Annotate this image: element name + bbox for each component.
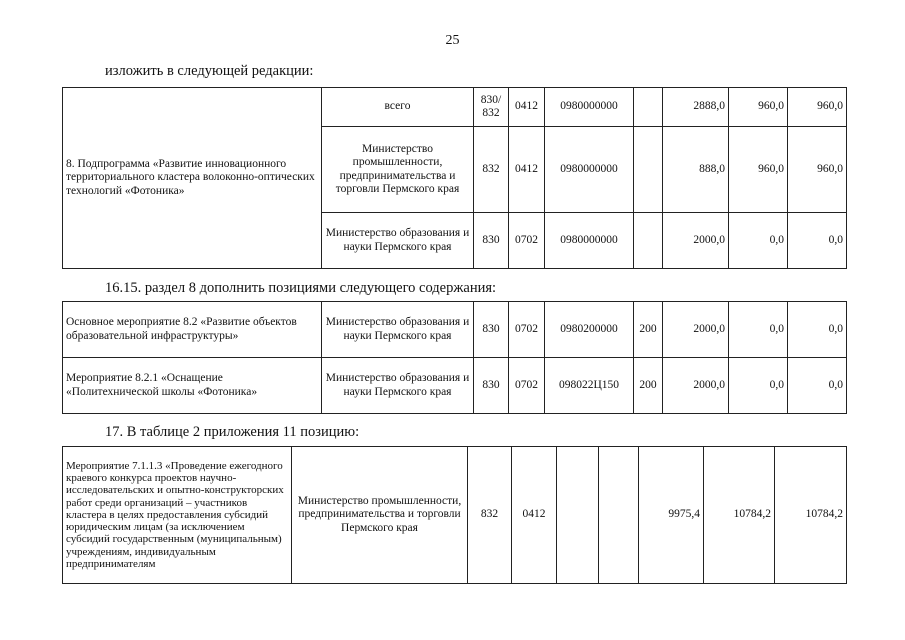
- value-cell: 0,0: [729, 358, 788, 414]
- value-cell: 960,0: [729, 127, 788, 213]
- rz-cell: 0412: [509, 127, 545, 213]
- grbs-cell: 830: [474, 213, 509, 269]
- value-cell: 2888,0: [663, 88, 729, 127]
- grbs-cell: 830: [474, 302, 509, 358]
- activity-name: Мероприятие 7.1.1.3 «Проведение ежегодного краевого конкурса проектов научно-исследовательских и опытно-конструкторских работ среди организаций – участников кластера в целях предоставления субсидий юридическим лицам (за исключением субсидий государственным (муниципальным) учреждениям, индивидуальным предпринимателям: [63, 447, 292, 584]
- vr-cell: 200: [634, 358, 663, 414]
- rz-cell: 0702: [509, 302, 545, 358]
- vr-cell: [634, 88, 663, 127]
- rz-cell: 0702: [509, 213, 545, 269]
- org-cell: Министерство образования и науки Пермского края: [322, 213, 474, 269]
- rz-cell: 0702: [509, 358, 545, 414]
- empty-cell: [599, 447, 639, 584]
- grbs-cell: 832: [474, 127, 509, 213]
- value-cell: 0,0: [788, 213, 847, 269]
- section1-heading: изложить в следующей редакции:: [105, 63, 314, 79]
- value-cell: 960,0: [729, 88, 788, 127]
- activity-name: Мероприятие 8.2.1 «Оснащение «Политехнической школы «Фотоника»: [63, 358, 322, 414]
- org-cell: Министерство промышленности, предпринимательства и торговли Пермского края: [292, 447, 468, 584]
- table-row: [63, 358, 847, 414]
- page-number: 25: [445, 33, 460, 48]
- value-cell: 10784,2: [704, 447, 775, 584]
- value-cell: 2000,0: [663, 302, 729, 358]
- table-row: [63, 88, 847, 127]
- value-cell: 9975,4: [639, 447, 704, 584]
- section2-heading: 16.15. раздел 8 дополнить позициями следующего содержания:: [105, 280, 497, 296]
- org-cell: всего: [322, 88, 474, 127]
- csr-cell: 0980000000: [545, 213, 634, 269]
- org-cell: Министерство образования и науки Пермского края: [322, 302, 474, 358]
- value-cell: 2000,0: [663, 213, 729, 269]
- value-cell: 10784,2: [775, 447, 847, 584]
- org-cell: Министерство образования и науки Пермского края: [322, 358, 474, 414]
- table-row: [63, 302, 847, 358]
- vr-cell: [634, 127, 663, 213]
- value-cell: 0,0: [729, 213, 788, 269]
- section3-heading: 17. В таблице 2 приложения 11 позицию:: [105, 424, 360, 440]
- vr-cell: [634, 213, 663, 269]
- csr-cell: 0980200000: [545, 302, 634, 358]
- program-name: 8. Подпрограмма «Развитие инновационного территориального кластера волоконно-оптических технологий «Фотоника»: [63, 88, 322, 269]
- empty-cell: [557, 447, 599, 584]
- csr-cell: 0980000000: [545, 127, 634, 213]
- value-cell: 2000,0: [663, 358, 729, 414]
- program-table: [62, 87, 847, 269]
- value-cell: 960,0: [788, 88, 847, 127]
- rz-cell: 0412: [512, 447, 557, 584]
- org-cell: Министерство промышленности, предпринимательства и торговли Пермского края: [322, 127, 474, 213]
- grbs-cell: 830/ 832: [474, 88, 509, 127]
- value-cell: 0,0: [729, 302, 788, 358]
- value-cell: 888,0: [663, 127, 729, 213]
- csr-cell: 098022Ц150: [545, 358, 634, 414]
- csr-cell: 0980000000: [545, 88, 634, 127]
- grbs-cell: 830: [474, 358, 509, 414]
- vr-cell: 200: [634, 302, 663, 358]
- grbs-cell: 832: [468, 447, 512, 584]
- value-cell: 0,0: [788, 358, 847, 414]
- table-row: [63, 447, 847, 584]
- activity-name: Основное мероприятие 8.2 «Развитие объектов образовательной инфраструктуры»: [63, 302, 322, 358]
- rz-cell: 0412: [509, 88, 545, 127]
- activities-table: [62, 301, 847, 414]
- value-cell: 960,0: [788, 127, 847, 213]
- value-cell: 0,0: [788, 302, 847, 358]
- position-table: [62, 446, 847, 584]
